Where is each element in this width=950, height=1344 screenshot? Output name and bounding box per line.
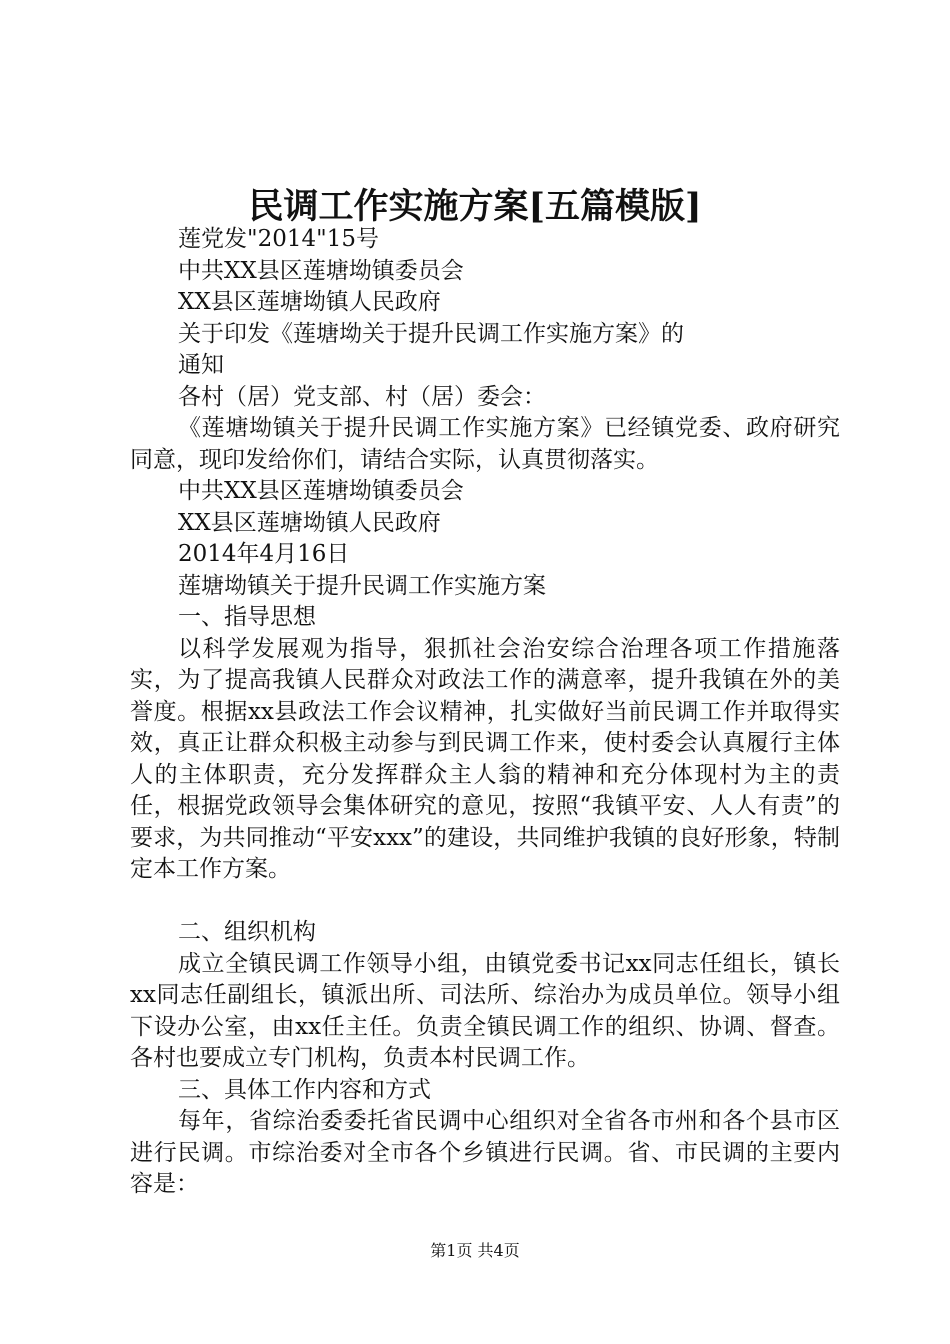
document-body xyxy=(130,224,840,1201)
section-1-heading: 一、指导思想 xyxy=(178,604,316,630)
notice-body-paragraph: 《莲塘坳镇关于提升民调工作实施方案》已经镇党委、政府研究同意，现印发给你们，请结合实际，认真贯彻落实。 xyxy=(130,415,840,473)
page-number-footer: 第1页 共4页 xyxy=(430,1241,520,1260)
issuer-party-committee: 中共XX县区莲塘坳镇委员会 xyxy=(178,257,464,284)
notice-date: 2014年4月16日 xyxy=(178,541,350,567)
document-title: 民调工作实施方案[五篇模版] xyxy=(248,186,702,227)
section-1-paragraph: 以科学发展观为指导，狠抓社会治安综合治理各项工作措施落实，为了提高我镇人民群众对政法工作的满意率，提升我镇在外的美誉度。根据xx县政法工作会议精神，扎实做好当前民调工作并取得实效，真正让群众积极主动参与到民调工作来，使村委会认真履行主体人的主体职责，充分发挥群众主人翁的精神和充分体现村为主的责任，根据党政领导会集体研究的意见，按照“我镇平安、人人有责”的要求，为共同推动“平安xxx”的建设，共同维护我镇的良好形象，特制定本工作方案。 xyxy=(130,635,840,882)
document-number: 莲党发"2014"15号 xyxy=(178,226,379,252)
section-3-paragraph: 每年，省综治委委托省民调中心组织对全省各市州和各个县市区进行民调。市综治委对全市各个乡镇进行民调。省、市民调的主要内容是： xyxy=(130,1108,840,1197)
signature-party-committee: 中共XX县区莲塘坳镇委员会 xyxy=(178,478,464,504)
signature-government: XX县区莲塘坳镇人民政府 xyxy=(178,509,441,536)
notice-subject-line-1: 关于印发《莲塘坳关于提升民调工作实施方案》的 xyxy=(178,320,684,347)
section-2-heading: 二、组织机构 xyxy=(178,919,316,945)
section-2-paragraph: 成立全镇民调工作领导小组，由镇党委书记xx同志任组长，镇长xx同志任副组长，镇派出所、司法所、综治办为成员单位。领导小组下设办公室，由xx任主任。负责全镇民调工作的组织、协调、督查。各村也要成立专门机构，负责本村民调工作。 xyxy=(130,950,840,1071)
issuer-government: XX县区莲塘坳镇人民政府 xyxy=(178,289,441,315)
notice-subject-line-2: 通知 xyxy=(178,352,224,378)
notice-recipients: 各村（居）党支部、村（居）委会： xyxy=(178,383,546,410)
plan-title: 莲塘坳镇关于提升民调工作实施方案 xyxy=(178,572,546,599)
paragraph-spacer xyxy=(130,886,840,918)
section-3-heading: 三、具体工作内容和方式 xyxy=(178,1076,431,1103)
